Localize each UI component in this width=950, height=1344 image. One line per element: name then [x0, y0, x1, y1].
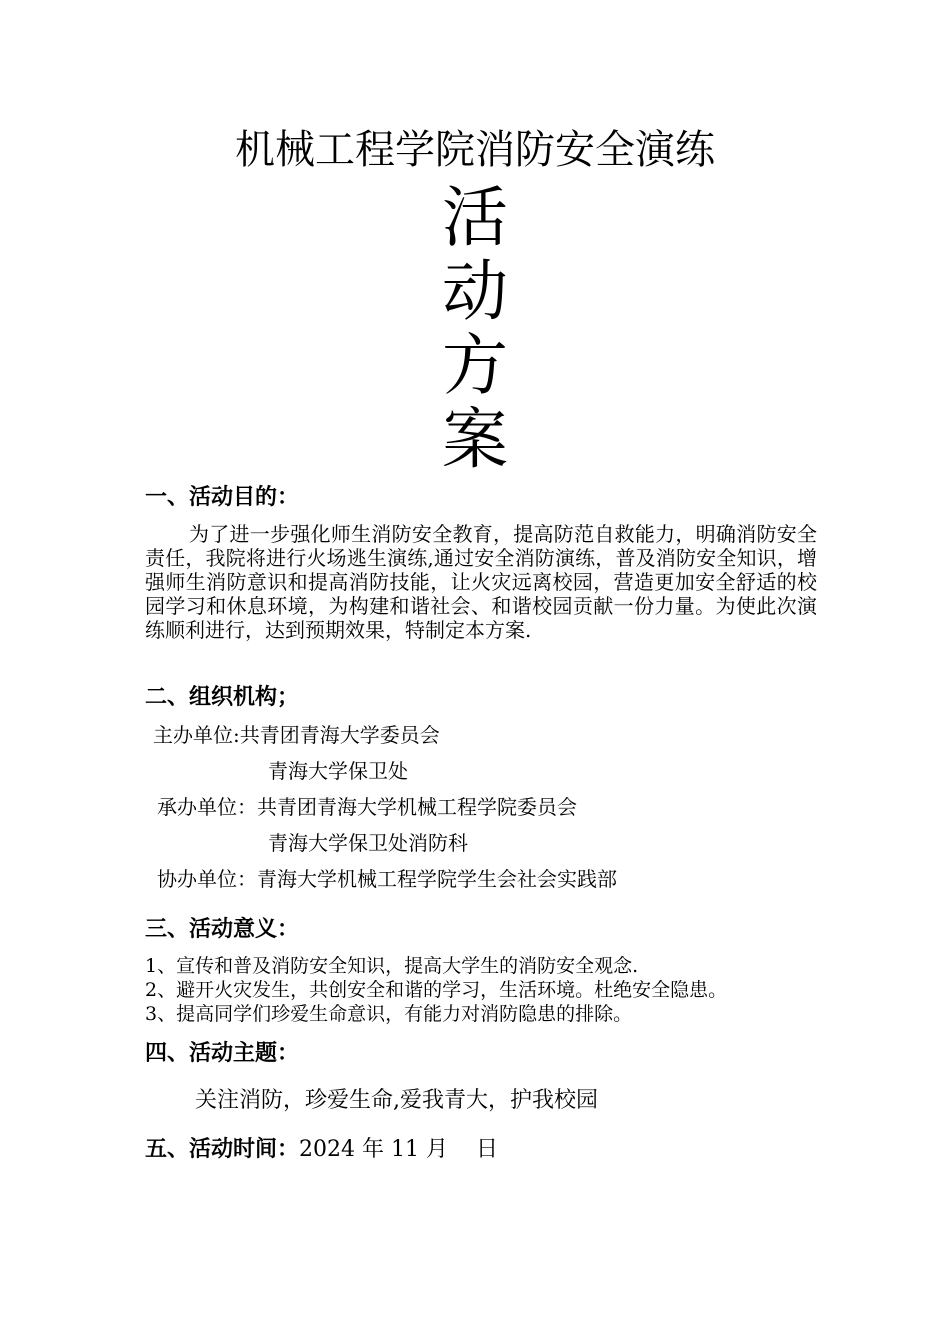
title-char-4: 案 — [442, 401, 508, 478]
document-title: 机械工程学院消防安全演练 — [235, 127, 715, 173]
time-label: 五、活动时间： — [145, 1137, 300, 1162]
org-value-co-organizer: 青海大学机械工程学院学生会社会实践部 — [257, 867, 617, 891]
section-heading-significance: 三、活动意义： — [145, 917, 300, 942]
org-label-organizer: 承办单位： — [157, 795, 257, 819]
org-row-co-organizer — [157, 866, 617, 892]
section-heading-time — [145, 1136, 498, 1164]
org-row-organizer — [157, 794, 577, 820]
org-label-co-organizer: 协办单位： — [157, 867, 257, 891]
title-char-1: 活 — [442, 179, 508, 256]
org-value-host: 共青团青海大学委员会 — [239, 723, 440, 747]
title-char-2: 动 — [442, 253, 508, 330]
org-value-organizer-2: 青海大学保卫处消防科 — [268, 831, 468, 855]
significance-item-1: 1、宣传和普及消防安全知识，提高大学生的消防安全观念. — [145, 955, 639, 977]
activity-theme: 关注消防，珍爱生命,爱我青大，护我校园 — [195, 1088, 598, 1113]
section-heading-purpose: 一、活动目的： — [145, 485, 300, 510]
time-value: 2024 年 11 月 日 — [299, 1137, 498, 1162]
section-heading-organization: 二、组织机构； — [145, 685, 300, 710]
org-row-host-2 — [268, 758, 408, 784]
section-heading-theme: 四、活动主题： — [145, 1041, 300, 1066]
org-row-organizer-2 — [268, 830, 468, 856]
significance-item-2: 2、避开火灾发生，共创安全和谐的学习，生活环境。杜绝安全隐患。 — [145, 979, 728, 1001]
org-row-host — [153, 722, 440, 748]
purpose-paragraph: 为了进一步强化师生消防安全教育，提高防范自救能力，明确消防安全责任，我院将进行火场逃生演练,通过安全消防演练，普及消防安全知识，增强师生消防意识和提高消防技能，让火灾远离校园，营造更加安全舒适的校园学习和休息环境，为构建和谐社会、和谐校园贡献一份力量。为使此次演练顺利进行，达到预期效果，特制定本方案. — [145, 522, 817, 642]
org-label-host: 主办单位: — [153, 723, 240, 747]
org-value-host-2: 青海大学保卫处 — [268, 759, 408, 783]
significance-item-3: 3、提高同学们珍爱生命意识，有能力对消防隐患的排除。 — [145, 1003, 633, 1025]
title-char-3: 方 — [442, 327, 508, 404]
org-value-organizer: 共青团青海大学机械工程学院委员会 — [257, 795, 577, 819]
